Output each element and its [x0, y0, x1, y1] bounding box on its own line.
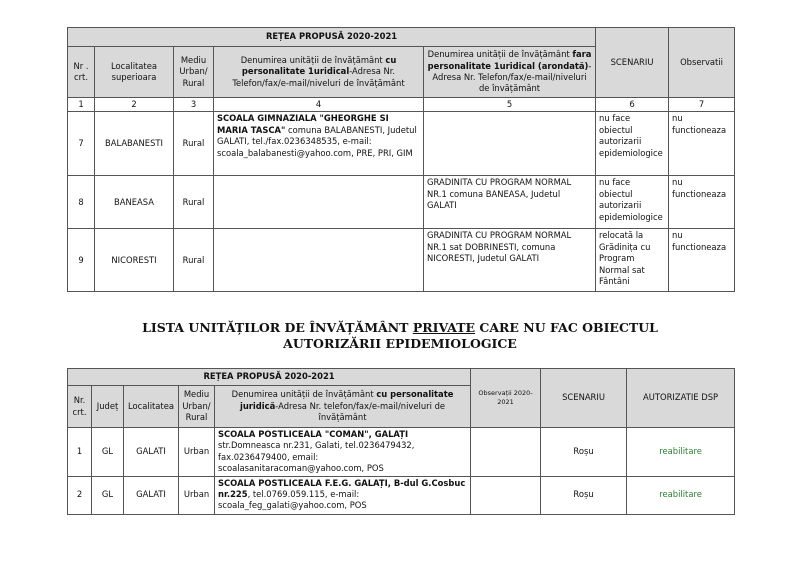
- col-header-localitate: Localitatea superioara: [95, 47, 174, 98]
- cell-scenariu: nu face obiectul autorizarii epidemiologice: [596, 112, 669, 176]
- col-header-nr: Nr . crt.: [68, 47, 95, 98]
- heading-line-2: AUTORIZĂRII EPIDEMIOLOGICE: [283, 336, 517, 351]
- cell-mediu: Rural: [174, 112, 214, 176]
- cell-mediu: Urban: [179, 476, 215, 514]
- cell-nr: 2: [68, 476, 92, 514]
- cell-nr: 9: [68, 229, 95, 292]
- cell-localitate: BANEASA: [95, 176, 174, 229]
- cell-cu-personalitate: SCOALA GIMNAZIALA "GHEORGHE SI MARIA TASCA" comuna BALABANESTI, Judetul GALATI, tel./fax.0236348535, e-mail: scoala_balabanesti@yahoo.com, PRE, PRI, GIM: [214, 112, 424, 176]
- cell-localitatea: GALATI: [124, 476, 179, 514]
- cell-scenariu: relocată la Grădinița cu Program Normal sat Fântâni: [596, 229, 669, 292]
- cell-fara-personalitate: GRADINITA CU PROGRAM NORMAL NR.1 sat DOBRINESTI, comuna NICORESTI, Judetul GALATI: [424, 229, 596, 292]
- cell-scenariu: nu face obiectul autorizarii epidemiologice: [596, 176, 669, 229]
- cell-observatii: [471, 476, 541, 514]
- cell-fara-personalitate: GRADINITA CU PROGRAM NORMAL NR.1 comuna BANEASA, Judetul GALATI: [424, 176, 596, 229]
- col-header-autorizatie: AUTORIZATIE DSP: [627, 369, 735, 428]
- col-number: 3: [174, 98, 214, 112]
- table-row: [68, 112, 735, 176]
- cell-observatii: nu functioneaza: [669, 176, 735, 229]
- section-heading: [0, 320, 800, 352]
- col-number: 1: [68, 98, 95, 112]
- col-number: 2: [95, 98, 174, 112]
- cell-observatii: nu functioneaza: [669, 229, 735, 292]
- cell-autorizatie: reabilitare: [627, 476, 735, 514]
- col-header-scenariu: SCENARIU: [541, 369, 627, 428]
- table-row: [68, 176, 735, 229]
- col-header-fara-personalitate: Denumirea unității de învățământ fara personalitate 1uridical (arondată)-Adresa Nr. Telefon/fax/e-mail/niveluri de învățământ: [424, 47, 596, 98]
- cell-mediu: Rural: [174, 176, 214, 229]
- col-number: 5: [424, 98, 596, 112]
- heading-line-1: LISTA UNITĂȚILOR DE ÎNVĂȚĂMÂNT PRIVATE CARE NU FAC OBIECTUL: [142, 320, 658, 335]
- col-header-scenariu: SCENARIU: [596, 28, 669, 98]
- col-header-judet: Județ: [92, 386, 124, 428]
- cell-scenariu: Roșu: [541, 428, 627, 477]
- table-unitati-private: [67, 368, 735, 515]
- cell-mediu: Rural: [174, 229, 214, 292]
- cell-fara-personalitate: [424, 112, 596, 176]
- cell-scenariu: Roșu: [541, 476, 627, 514]
- cell-localitate: NICORESTI: [95, 229, 174, 292]
- cell-denumire: SCOALA POSTLICEALA "COMAN", GALAȚI str.Domneasca nr.231, Galati, tel.0236479432, fax.0236479400, email: scoalasanitaracoman@yahoo.com, POS: [215, 428, 471, 477]
- cell-judet: GL: [92, 428, 124, 477]
- col-header-mediu: Mediu Urban/ Rural: [179, 386, 215, 428]
- col-header-mediu: Mediu Urban/ Rural: [174, 47, 214, 98]
- cell-localitatea: GALATI: [124, 428, 179, 477]
- cell-cu-personalitate: [214, 176, 424, 229]
- cell-localitate: BALABANESTI: [95, 112, 174, 176]
- cell-denumire: SCOALA POSTLICEALA F.E.G. GALAȚI, B-dul G.Cosbuc nr.225, tel.0769.059.115, e-mail: scoala_feg_galati@yahoo.com, POS: [215, 476, 471, 514]
- group-header: REȚEA PROPUSĂ 2020-2021: [68, 369, 471, 386]
- col-header-localitatea: Localitatea: [124, 386, 179, 428]
- cell-observatii: [471, 428, 541, 477]
- group-header: REȚEA PROPUSĂ 2020-2021: [68, 28, 596, 47]
- table-row: [68, 229, 735, 292]
- cell-observatii: nu functioneaza: [669, 112, 735, 176]
- cell-nr: 7: [68, 112, 95, 176]
- cell-autorizatie: reabilitare: [627, 428, 735, 477]
- col-header-denumire: Denumirea unității de învățământ cu personalitate juridică-Adresa Nr. telefon/fax/e-mail/niveluri de învățământ: [215, 386, 471, 428]
- col-header-observatii: Observatii: [669, 28, 735, 98]
- cell-mediu: Urban: [179, 428, 215, 477]
- col-header-cu-personalitate: Denumirea unității de învățământ cu personalitate 1uridical-Adresa Nr. Telefon/fax/e-mail/niveluri de învățământ: [214, 47, 424, 98]
- cell-judet: GL: [92, 476, 124, 514]
- col-number: 7: [669, 98, 735, 112]
- cell-nr: 1: [68, 428, 92, 477]
- heading-underlined-word: PRIVATE: [412, 320, 476, 335]
- cell-cu-personalitate: [214, 229, 424, 292]
- cell-nr: 8: [68, 176, 95, 229]
- col-number: 6: [596, 98, 669, 112]
- col-header-nr: Nr. crt.: [68, 386, 92, 428]
- table-row: [68, 428, 735, 477]
- table-row: [68, 476, 735, 514]
- table-retea-publica: [67, 27, 735, 292]
- col-number: 4: [214, 98, 424, 112]
- col-header-observatii: Observații 2020-2021: [471, 369, 541, 428]
